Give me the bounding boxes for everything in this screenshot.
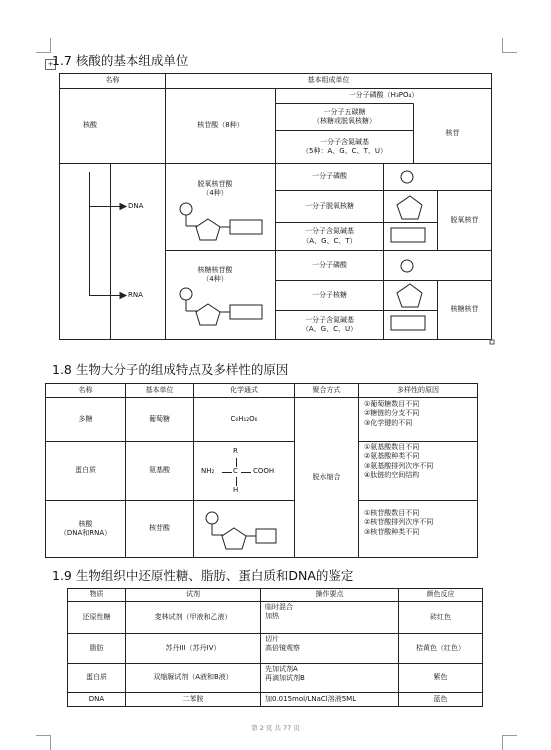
color-cell: 紫色 (433, 673, 448, 682)
amino-acid-alpha-carbon: C (233, 467, 238, 475)
section-heading-1-7: 1.7 核酸的基本组成单位 (52, 53, 189, 68)
label-dna: DNA (128, 202, 144, 210)
protein-unit: 氨基酸 (149, 466, 170, 475)
label-rna: RNA (128, 291, 143, 299)
substance-cell: 蛋白质 (86, 673, 107, 682)
rna-base-line-2: （A、G、C、U） (301, 325, 358, 333)
color-cell: 蓝色 (433, 694, 448, 703)
operation-step: 切片 (265, 635, 279, 643)
header-operation: 操作要点 (315, 590, 344, 599)
polysaccharide-formula: C₆H₁₂O₆ (230, 414, 258, 423)
substance-cell: DNA (88, 694, 105, 703)
sugar-line-2: （核糖或脱氧核糖） (313, 117, 376, 125)
amino-acid-carboxyl-group: COOH (253, 467, 275, 475)
reason-item: ②氨基酸种类不同 (364, 452, 420, 461)
reason-item: ③氨基酸排列次序不同 (364, 461, 434, 470)
header-name: 名称 (78, 385, 93, 394)
row-label-nucleic-acid: 核酸 (83, 121, 97, 130)
amino-acid-r-group: R (233, 447, 238, 455)
nucleic-acid-name-line-2: （DNA和RNA） (59, 529, 112, 537)
row-label-nucleotide: 核苷酸（8种） (197, 121, 244, 130)
polymerization-method: 脱水缩合 (312, 472, 341, 481)
polysaccharide-name: 多糖 (78, 414, 93, 423)
dna-phosphate: 一分子磷酸 (312, 172, 347, 181)
page-corner-mark (36, 735, 51, 750)
header-reagent: 试剂 (186, 590, 200, 599)
operation-step: 高倍镜观察 (265, 644, 300, 653)
rna-phosphate: 一分子磷酸 (312, 260, 347, 269)
header-diversity-reason: 多样性的原因 (397, 385, 439, 394)
operation-step: 临时混合 (265, 603, 293, 611)
header-color-reaction: 颜色反应 (426, 590, 455, 599)
header-name: 名称 (105, 76, 120, 85)
operation-cell (265, 603, 395, 622)
reason-item: ④肽链的空间结构 (364, 471, 420, 480)
rna-nt-line-1: 核糖核苷酸 (197, 266, 233, 274)
operation-step: 再滴加试剂B (265, 674, 305, 683)
base-line-2: （5种：A、G、C、T、U） (302, 147, 387, 155)
operation-cell (265, 635, 395, 654)
polysaccharide-unit: 葡萄糖 (149, 414, 170, 423)
rna-nucleoside: 核糖核苷 (450, 305, 479, 314)
sugar-line-1: 一分子五碳糖 (323, 107, 366, 116)
dna-base-line-1: 一分子含氮碱基 (305, 227, 354, 236)
rna-sugar: 一分子核糖 (312, 290, 347, 299)
dna-nucleoside: 脱氧核苷 (450, 215, 479, 224)
reason-item: ①氨基酸数目不同 (364, 443, 420, 451)
reagent-cell: 二苯胺 (182, 694, 204, 703)
protein-name: 蛋白质 (75, 466, 96, 475)
reason-item: ③核苷酸种类不同 (364, 527, 420, 536)
operation-cell (265, 665, 395, 684)
nucleic-acid-name-line-1: 核酸 (78, 519, 93, 528)
dna-base-line-2: （A、G、C、T） (302, 236, 357, 245)
reason-item: ①葡萄糖数目不同 (364, 400, 420, 408)
dna-sugar: 一分子脱氧核糖 (305, 201, 354, 210)
rna-nt-line-2: （4种） (202, 275, 228, 284)
section-heading-1-9: 1.9 生物组织中还原性糖、脂肪、蛋白质和DNA的鉴定 (52, 568, 354, 583)
header-basic-unit: 基本单位 (145, 385, 174, 394)
header-substance: 物质 (89, 590, 104, 599)
label-nucleoside: 核苷 (445, 128, 460, 137)
rna-base-line-1: 一分子含氮碱基 (305, 315, 354, 324)
page-corner-mark (502, 735, 517, 750)
operation-step: 加热 (265, 612, 279, 621)
header-basic-unit: 基本组成单位 (307, 76, 350, 85)
dna-nt-line-1: 脱氧核苷酸 (197, 180, 233, 188)
color-cell: 桔黄色（红色） (416, 643, 465, 652)
reagent-cell: 双缩脲试剂（A液和B液） (153, 673, 233, 682)
reason-item: ③化学键的不同 (364, 418, 413, 427)
component-phosphate: 一分子磷酸（H₃PO₄） (348, 91, 419, 100)
header-polymerization: 聚合方式 (312, 385, 341, 394)
base-line-1: 一分子含氮碱基 (320, 137, 369, 146)
dna-nt-line-2: （4种） (202, 189, 228, 198)
reason-item: ②核苷酸排列次序不同 (364, 518, 434, 527)
nucleic-acid-unit: 核苷酸 (149, 524, 170, 533)
reason-item: ②糖链的分支不同 (364, 409, 420, 418)
reagent-cell: 苏丹III（苏丹IV） (165, 643, 221, 652)
section-heading-1-8: 1.8 生物大分子的组成特点及多样性的原因 (52, 362, 289, 377)
operation-cell: 加0.015mol/LNaCl溶液5ML (265, 694, 357, 703)
reason-item: ①核苷酸数目不同 (364, 509, 420, 517)
substance-cell: 脂肪 (89, 643, 104, 652)
header-general-formula: 化学通式 (230, 385, 258, 394)
page-footer: 第 2 页 共 77 页 (251, 724, 300, 732)
color-cell: 砖红色 (430, 612, 451, 621)
amino-acid-amino-group: NH₂ (201, 467, 215, 475)
substance-cell: 还原性糖 (82, 612, 111, 621)
table-move-handle[interactable]: + (45, 59, 56, 70)
operation-step: 先加试剂A (265, 665, 298, 673)
reagent-cell: 斐林试剂（甲液和乙液） (154, 612, 232, 621)
amino-acid-hydrogen: H (233, 486, 239, 494)
